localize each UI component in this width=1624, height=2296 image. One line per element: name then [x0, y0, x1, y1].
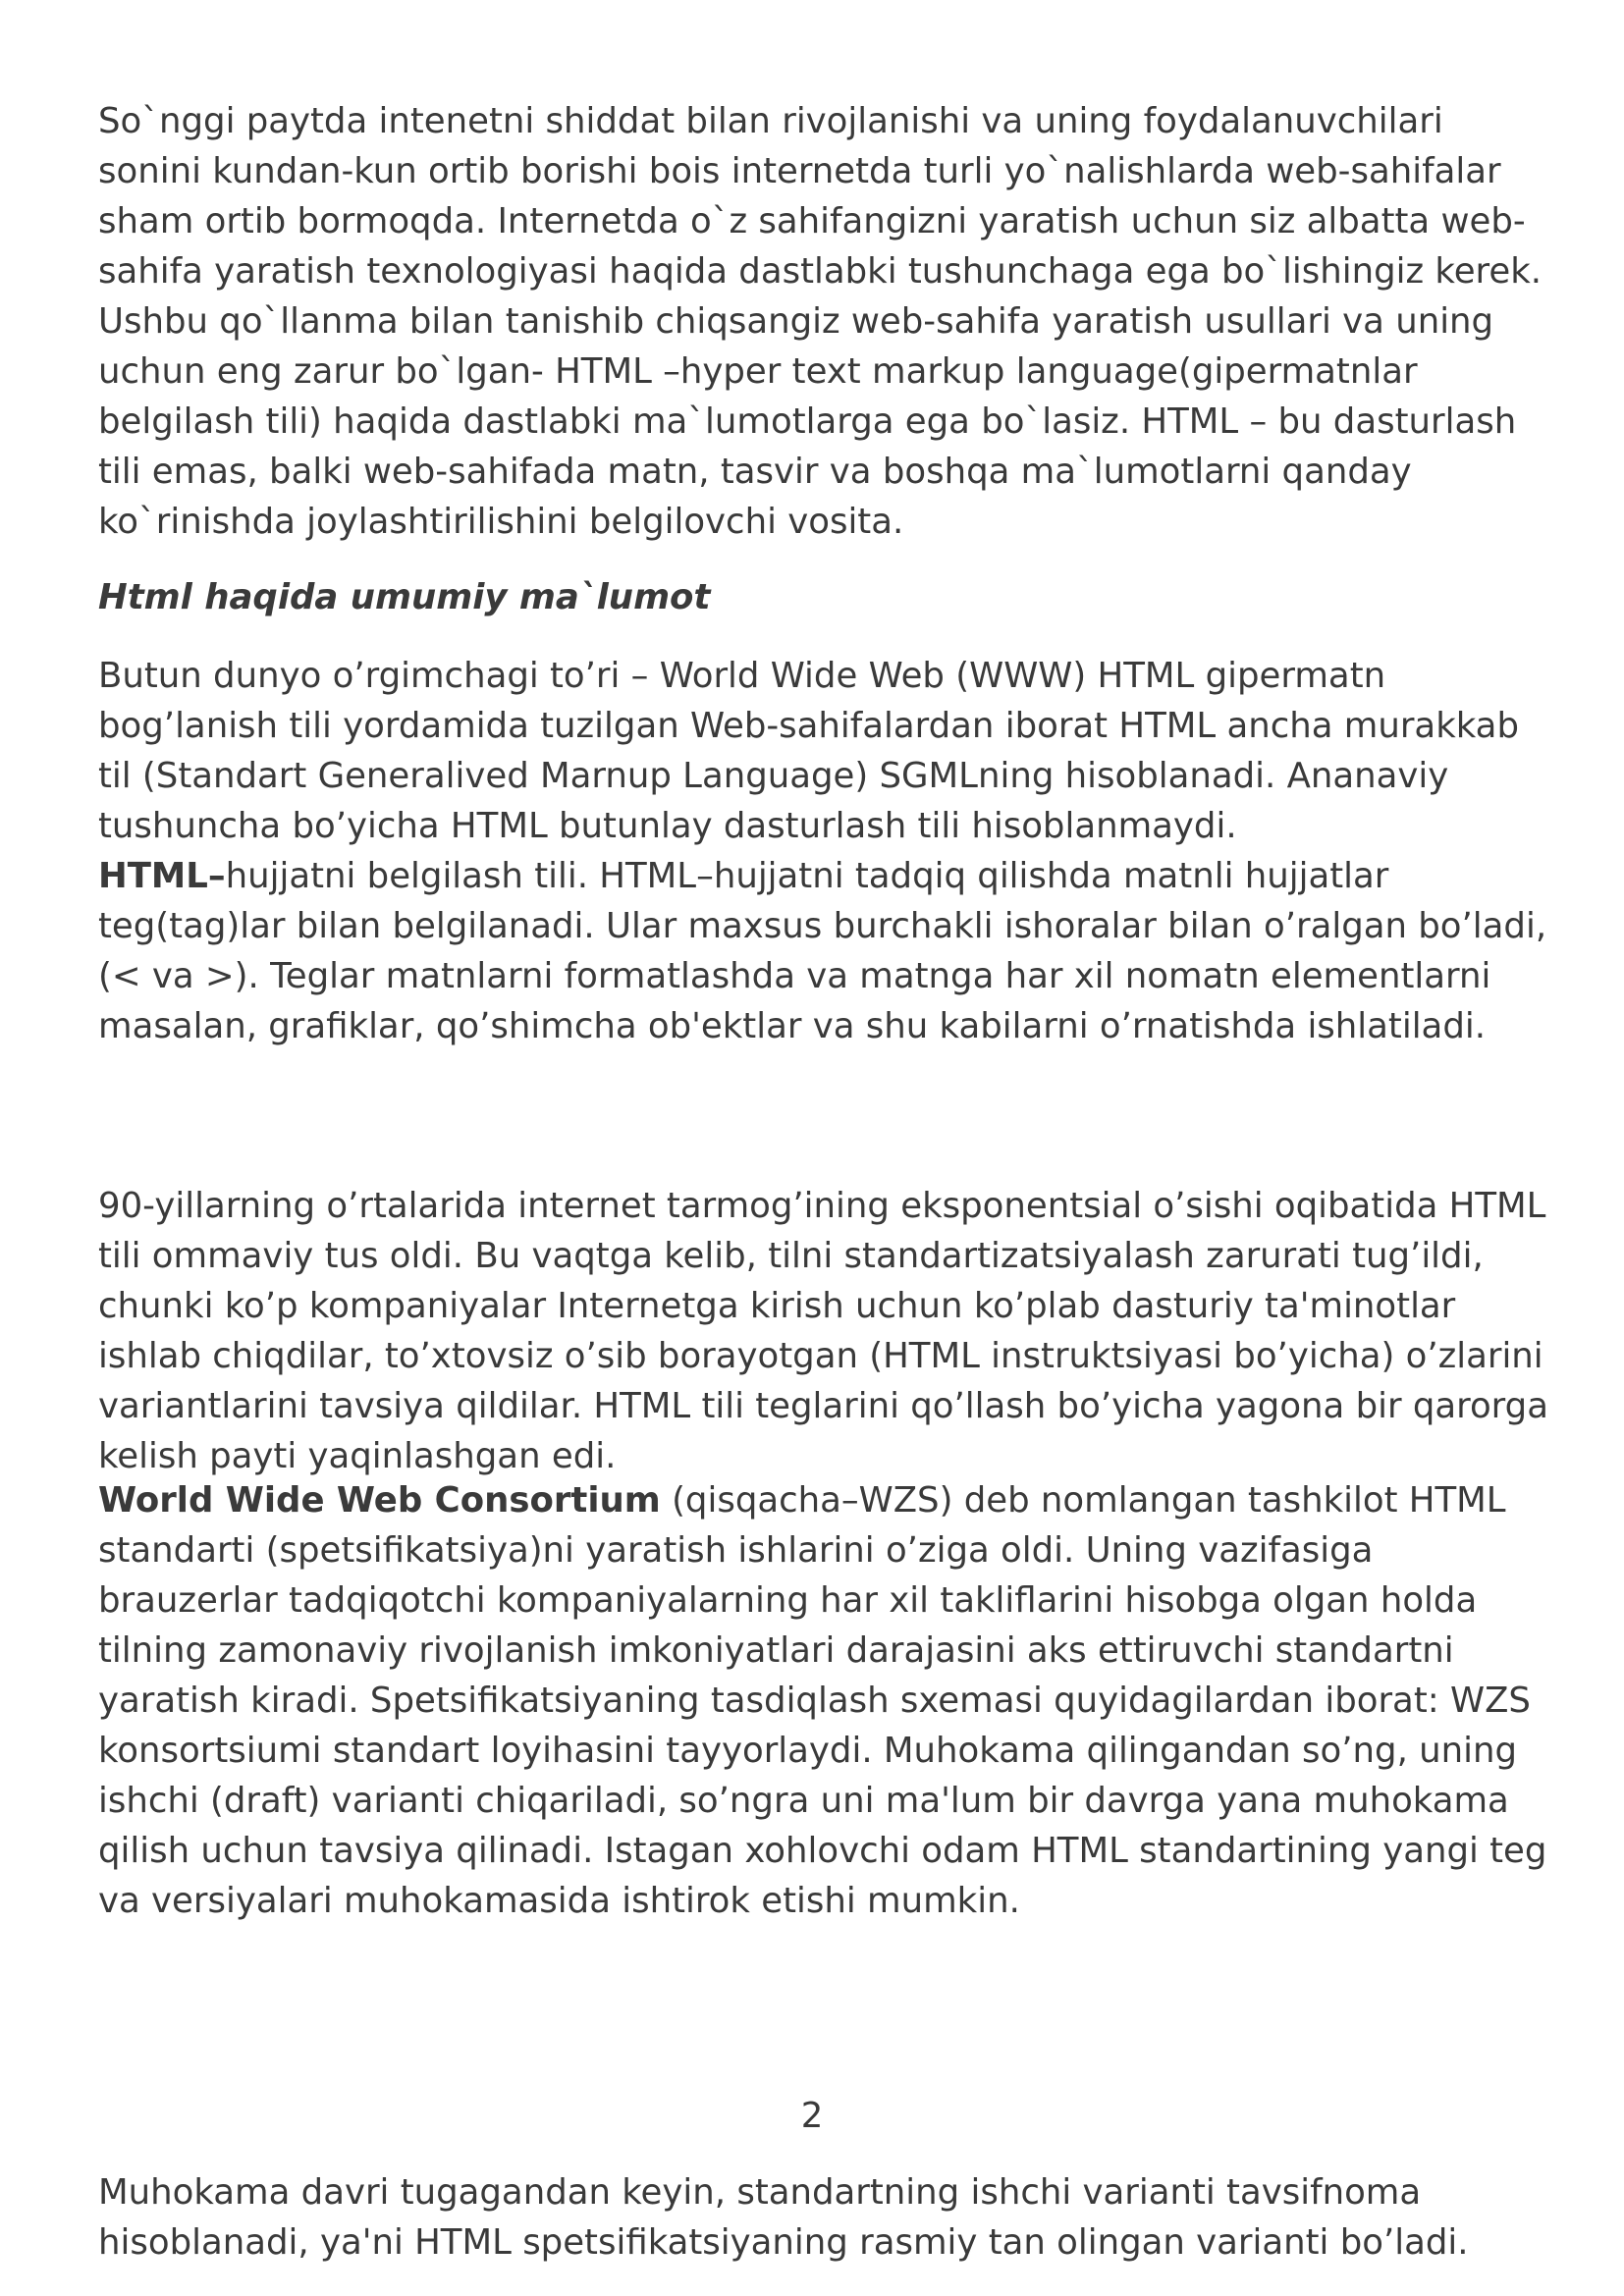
- html-overview-paragraph: [98, 651, 1551, 1051]
- page-number: 2: [800, 2096, 824, 2136]
- html-overview-intro-text: Butun dunyo o’rgimchagi to’ri – World Wide Web (WWW) HTML gipermatn bog’lanish tili yordamida tuzilgan Web-sahifalardan iborat HTML ancha murakkab til (Standart Generalived Marnup Language) SGMLning hisoblanadi. Ananaviy tushuncha bo’yicha HTML butunlay dasturlash tili hisoblanmaydi.: [98, 656, 1519, 846]
- consortium-name-bold: World Wide Web Consortium: [98, 1480, 661, 1521]
- html-term-bold: HTML–: [98, 856, 226, 896]
- consortium-paragraph: [98, 1475, 1551, 1926]
- consortium-description-text: (qisqacha–WZS) deb nomlangan tashkilot HTML standarti (spetsifikatsiya)ni yaratish ishlarini o’ziga oldi. Uning vazifasiga brauzerlar tadqiqotchi kompaniyalarning har xil takliflarini hisobga olgan holda tilning zamonaviy rivojlanish imkoniyatlari darajasini aks ettiruvchi standartni yaratish kiradi. Spetsifikatsiyaning tasdiqlash sxemasi quyidagilardan iborat: WZS konsortsiumi standart loyihasini tayyorlaydi. Muhokama qilingandan so’ng, uning ishchi (draft) varianti chiqariladi, so’ngra uni ma'lum bir davrga yana muhokama qilish uchun tavsiya qilinadi. Istagan xohlovchi odam HTML standartining yangi teg va versiyalari muhokamasida ishtirok etishi mumkin.: [98, 1480, 1547, 1921]
- specification-paragraph: Muhokama davri tugagandan keyin, standartning ishchi varianti tavsifnoma hisoblanadi, ya'ni HTML spetsifikatsiyaning rasmiy tan olingan varianti bo’ladi.: [98, 2172, 1469, 2263]
- history-paragraph: 90-yillarning o’rtalarida internet tarmog’ining eksponentsial o’sishi oqibatida HTML tili ommaviy tus oldi. Bu vaqtga kelib, tilni standartizatsiyalash zarurati tug’ildi, chunki ko’p kompaniyalar Internetga kirish uchun ko’plab dasturiy ta'minotlar ishlab chiqdilar, to’xtovsiz o’sib borayotgan (HTML instruktsiyasi bo’yicha) o’zlarini variantlarini tavsiya qildilar. HTML tili teglarini qo’llash bo’yicha yagona bir qarorga kelish payti yaqinlashgan edi.: [98, 1186, 1548, 1476]
- section-heading: Html haqida umumiy ma`lumot: [98, 577, 711, 617]
- html-definition-text: hujjatni belgilash tili. HTML–hujjatni tadqiq qilishda matnli hujjatlar teg(tag)lar bilan belgilanadi. Ular maxsus burchakli ishoralar bilan o’ralgan bo’ladi, (< va >). Teglar matnlarni formatlashda va matnga har xil nomatn elementlarni masalan, grafiklar, qo’shimcha ob'ektlar va shu kabilarni o’rnatishda ishlatiladi.: [98, 856, 1547, 1046]
- intro-paragraph: So`nggi paytda intenetni shiddat bilan rivojlanishi va uning foydalanuvchilari sonini kundan-kun ortib borishi bois internetda turli yo`nalishlarda web-sahifalar sham ortib bormoqda. Internetda o`z sahifangizni yaratish uchun siz albatta web-sahifa yaratish texnologiyasi haqida dastlabki tushunchaga ega bo`lishingiz kerek. Ushbu qo`llanma bilan tanishib chiqsangiz web-sahifa yaratish usullari va uning uchun eng zarur bo`lgan- HTML –hyper text markup language(gipermatnlar belgilash tili) haqida dastlabki ma`lumotlarga ega bo`lasiz. HTML – bu dasturlash tili emas, balki web-sahifada matn, tasvir va boshqa ma`lumotlarni qanday ko`rinishda joylashtirilishini belgilovchi vosita.: [98, 101, 1543, 542]
